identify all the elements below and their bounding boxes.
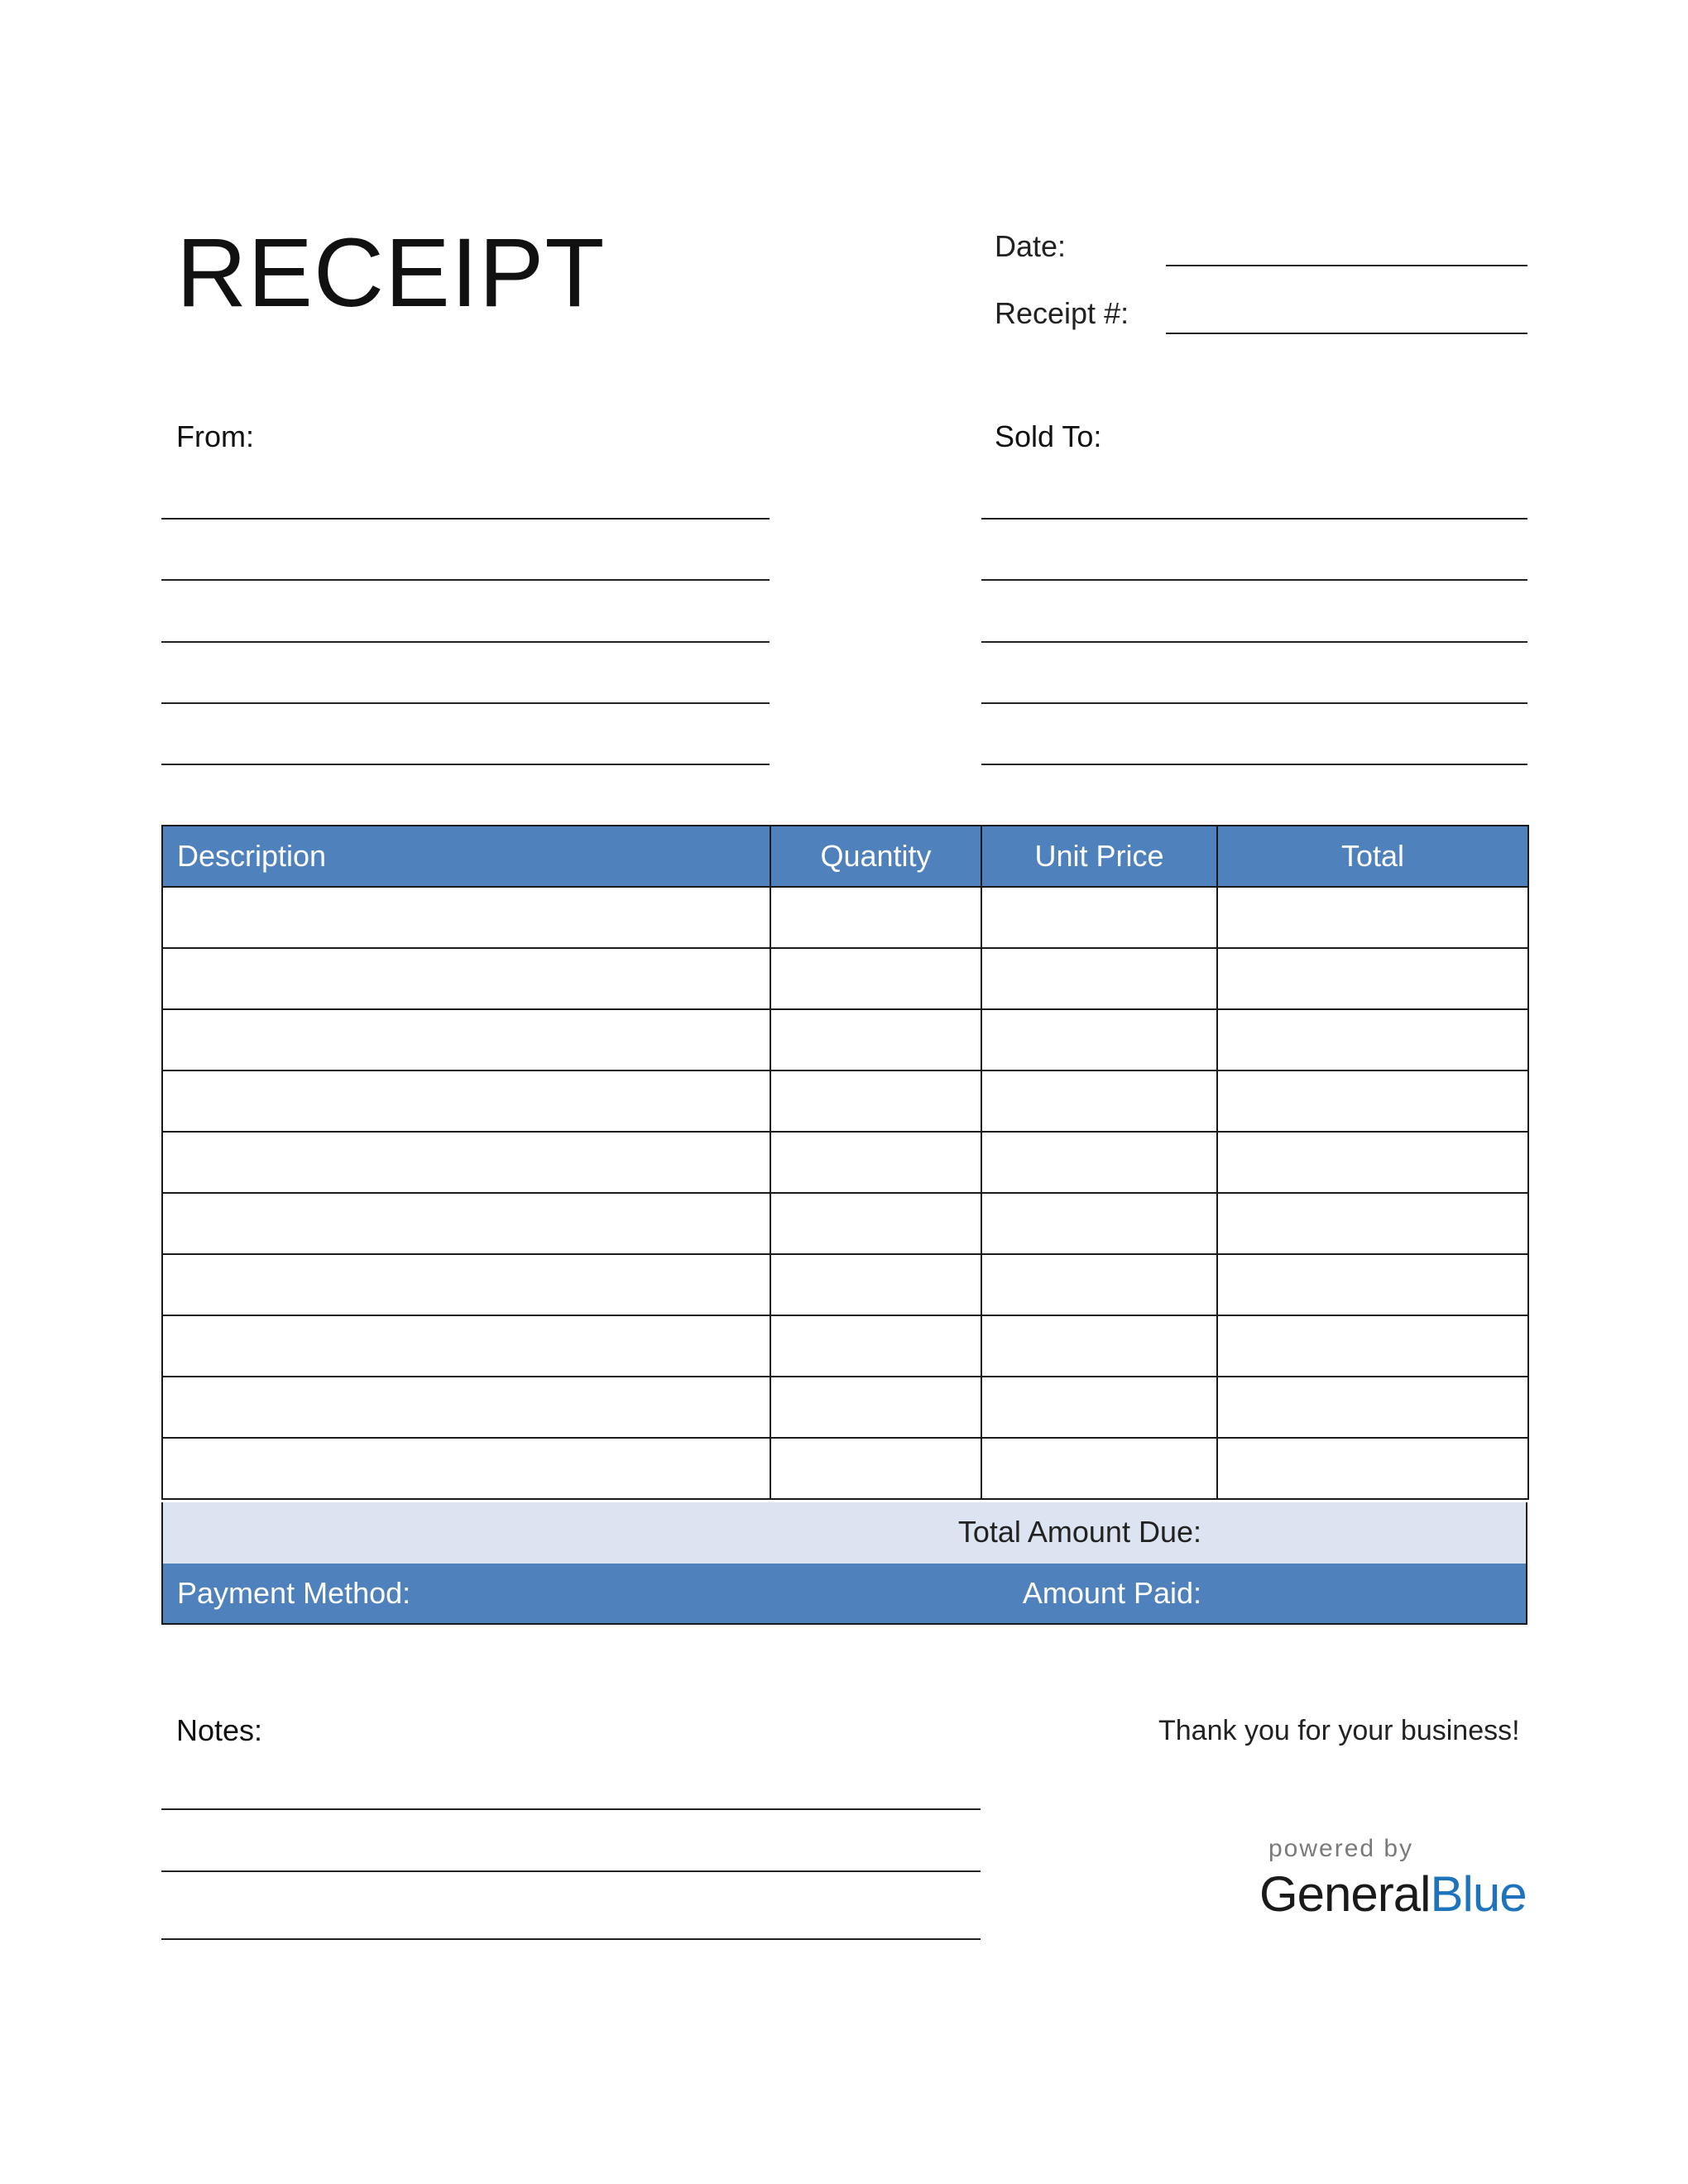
generalblue-logo bbox=[1259, 1863, 1527, 1926]
description-cell[interactable] bbox=[162, 1315, 770, 1377]
total-cell[interactable] bbox=[1217, 1132, 1528, 1193]
notes-line[interactable] bbox=[161, 1870, 981, 1872]
quantity-cell[interactable] bbox=[770, 1315, 981, 1377]
column-header-description: Description bbox=[162, 826, 770, 887]
table-header-row bbox=[162, 826, 1528, 887]
description-cell[interactable] bbox=[162, 1132, 770, 1193]
table-row bbox=[162, 1254, 1528, 1315]
description-cell[interactable] bbox=[162, 1009, 770, 1070]
description-cell[interactable] bbox=[162, 1070, 770, 1132]
total-amount-due-label: Total Amount Due: bbox=[957, 1515, 1201, 1549]
table-row bbox=[162, 887, 1528, 948]
table-row bbox=[162, 1377, 1528, 1438]
brand-name-general: General bbox=[1259, 1866, 1431, 1922]
unit-price-cell[interactable] bbox=[981, 1070, 1217, 1132]
table-row bbox=[162, 1193, 1528, 1254]
total-cell[interactable] bbox=[1217, 1438, 1528, 1499]
date-label: Date: bbox=[995, 229, 1067, 263]
sold-to-line[interactable] bbox=[981, 764, 1527, 765]
unit-price-cell[interactable] bbox=[981, 1193, 1217, 1254]
table-row bbox=[162, 1009, 1528, 1070]
description-cell[interactable] bbox=[162, 1438, 770, 1499]
receipt-number-label: Receipt #: bbox=[995, 296, 1129, 330]
sold-to-line[interactable] bbox=[981, 702, 1527, 704]
column-header-quantity: Quantity bbox=[770, 826, 981, 887]
unit-price-cell[interactable] bbox=[981, 887, 1217, 948]
table-row bbox=[162, 1315, 1528, 1377]
from-line[interactable] bbox=[161, 702, 770, 704]
total-cell[interactable] bbox=[1217, 1377, 1528, 1438]
from-line[interactable] bbox=[161, 518, 770, 520]
table-row bbox=[162, 1438, 1528, 1499]
thank-you-text: Thank you for your business! bbox=[1158, 1715, 1520, 1746]
notes-label: Notes: bbox=[176, 1713, 263, 1747]
quantity-cell[interactable] bbox=[770, 1009, 981, 1070]
quantity-cell[interactable] bbox=[770, 1377, 981, 1438]
notes-line[interactable] bbox=[161, 1808, 981, 1810]
total-cell[interactable] bbox=[1217, 1254, 1528, 1315]
table-row bbox=[162, 1070, 1528, 1132]
quantity-cell[interactable] bbox=[770, 1132, 981, 1193]
total-cell[interactable] bbox=[1217, 948, 1528, 1009]
total-cell[interactable] bbox=[1217, 1315, 1528, 1377]
column-header-unit-price: Unit Price bbox=[981, 826, 1217, 887]
powered-by-text: powered by bbox=[1268, 1835, 1414, 1862]
unit-price-cell[interactable] bbox=[981, 948, 1217, 1009]
payment-method-label: Payment Method: bbox=[177, 1576, 411, 1610]
table-row bbox=[162, 948, 1528, 1009]
quantity-cell[interactable] bbox=[770, 1070, 981, 1132]
description-cell[interactable] bbox=[162, 1193, 770, 1254]
from-line[interactable] bbox=[161, 641, 770, 643]
description-cell[interactable] bbox=[162, 948, 770, 1009]
items-table bbox=[161, 825, 1529, 1500]
total-cell[interactable] bbox=[1217, 1070, 1528, 1132]
unit-price-cell[interactable] bbox=[981, 1009, 1217, 1070]
items-table-body bbox=[162, 887, 1528, 1499]
description-cell[interactable] bbox=[162, 1254, 770, 1315]
unit-price-cell[interactable] bbox=[981, 1377, 1217, 1438]
quantity-cell[interactable] bbox=[770, 948, 981, 1009]
sold-to-line[interactable] bbox=[981, 579, 1527, 581]
from-label: From: bbox=[176, 419, 254, 453]
amount-paid-label: Amount Paid: bbox=[1022, 1576, 1201, 1610]
brand-name-blue: Blue bbox=[1430, 1866, 1527, 1922]
table-row bbox=[162, 1132, 1528, 1193]
sold-to-line[interactable] bbox=[981, 518, 1527, 520]
sold-to-line[interactable] bbox=[981, 641, 1527, 643]
column-header-total: Total bbox=[1217, 826, 1528, 887]
quantity-cell[interactable] bbox=[770, 887, 981, 948]
date-field-line[interactable] bbox=[1166, 265, 1527, 266]
payment-row bbox=[161, 1564, 1527, 1625]
unit-price-cell[interactable] bbox=[981, 1132, 1217, 1193]
notes-line[interactable] bbox=[161, 1938, 981, 1940]
unit-price-cell[interactable] bbox=[981, 1254, 1217, 1315]
total-cell[interactable] bbox=[1217, 1009, 1528, 1070]
unit-price-cell[interactable] bbox=[981, 1315, 1217, 1377]
description-cell[interactable] bbox=[162, 1377, 770, 1438]
from-line[interactable] bbox=[161, 579, 770, 581]
total-amount-due-row bbox=[161, 1502, 1527, 1564]
receipt-number-field-line[interactable] bbox=[1166, 333, 1527, 334]
sold-to-label: Sold To: bbox=[995, 419, 1102, 453]
quantity-cell[interactable] bbox=[770, 1193, 981, 1254]
quantity-cell[interactable] bbox=[770, 1254, 981, 1315]
total-cell[interactable] bbox=[1217, 887, 1528, 948]
from-line[interactable] bbox=[161, 764, 770, 765]
page-title: RECEIPT bbox=[176, 218, 606, 328]
unit-price-cell[interactable] bbox=[981, 1438, 1217, 1499]
quantity-cell[interactable] bbox=[770, 1438, 981, 1499]
description-cell[interactable] bbox=[162, 887, 770, 948]
total-cell[interactable] bbox=[1217, 1193, 1528, 1254]
